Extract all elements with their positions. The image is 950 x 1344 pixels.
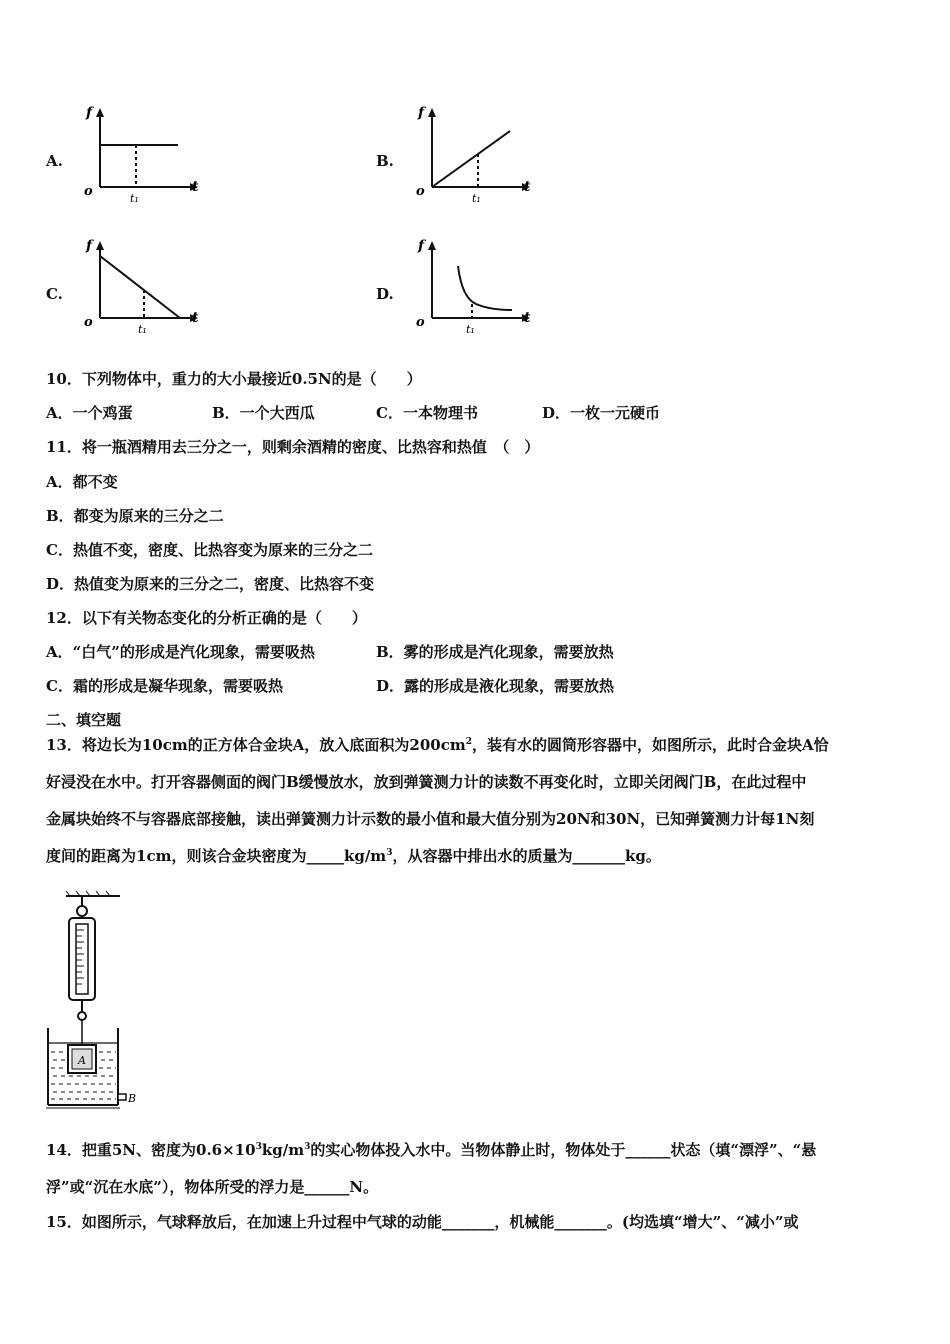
top-hook xyxy=(77,906,87,916)
curve xyxy=(458,266,512,310)
curve xyxy=(432,131,510,187)
svg-text:t₁: t₁ xyxy=(138,323,147,336)
svg-text:t: t xyxy=(524,179,531,195)
q13-line4: 度间的距离为1cm，则该合金块密度为$\_\_\_\_\_kg/m^3$，从容器中排出水的质量为_______kg。 xyxy=(46,847,661,865)
svg-text:t₁: t₁ xyxy=(472,192,481,205)
curve xyxy=(100,256,180,318)
option-b-label: B. xyxy=(376,152,394,170)
block-label: A xyxy=(78,1054,86,1067)
q12-stem: 12．以下有关物态变化的分析正确的是（ ） xyxy=(46,609,367,627)
q10-stem: 10．下列物体中，重力的大小最接近0.5N的是（ ） xyxy=(46,370,422,388)
q12-option-a: A．“白气”的形成是汽化现象，需要吸热 xyxy=(46,643,315,661)
q11-stem: 11．将一瓶酒精用去三分之一，则剩余酒精的密度、比热容和热值 （ ） xyxy=(46,438,540,456)
svg-text:o: o xyxy=(416,184,425,199)
q13-line2: 好浸没在水中。打开容器侧面的阀门B缓慢放水，放到弹簧测力计的读数不再变化时，立即关闭阀门B，在此过程中 xyxy=(46,773,807,791)
x-label: t xyxy=(192,179,199,195)
q13-line3: 金属块始终不与容器底部接触，读出弹簧测力计示数的最小值和最大值分别为20N和30N，已知弹簧测力计每1N刻 xyxy=(46,810,815,828)
svg-text:f: f xyxy=(418,238,425,254)
graph-c xyxy=(80,238,200,338)
q15-line1: 15．如图所示，气球释放后，在加速上升过程中气球的动能_______，机械能_______。(均选填“增大”、“减小”或 xyxy=(46,1213,799,1231)
q14-line2: 浮”或“沉在水底”），物体所受的浮力是______N。 xyxy=(46,1178,379,1196)
svg-text:t₁: t₁ xyxy=(466,323,475,336)
option-a-label: A. xyxy=(46,152,63,170)
svg-text:t: t xyxy=(192,310,199,326)
svg-text:f: f xyxy=(86,238,93,254)
y-label: f xyxy=(86,105,93,121)
svg-text:o: o xyxy=(84,315,93,330)
valve-label: B xyxy=(128,1092,137,1105)
q11-option-d: D．热值变为原来的三分之二，密度、比热容不变 xyxy=(46,575,375,593)
q12-option-c: C．霜的形成是凝华现象，需要吸热 xyxy=(46,677,283,695)
q11-option-c: C．热值不变，密度、比热容变为原来的三分之二 xyxy=(46,541,373,559)
section-heading: 二、填空题 xyxy=(46,711,122,729)
option-c-label: C. xyxy=(46,285,63,303)
spring-scale-figure xyxy=(40,890,150,1115)
svg-text:t: t xyxy=(524,310,531,326)
q12-option-b: B．雾的形成是汽化现象，需要放热 xyxy=(376,643,614,661)
svg-text:o: o xyxy=(416,315,425,330)
q10-option-a: A．一个鸡蛋 xyxy=(46,404,133,422)
graph-d xyxy=(410,238,535,338)
graph-b xyxy=(410,105,535,205)
q10-option-b: B．一个大西瓜 xyxy=(212,404,315,422)
q10-option-d: D．一枚一元硬币 xyxy=(542,404,661,422)
y-arrow xyxy=(96,108,104,117)
svg-text:f: f xyxy=(418,105,425,121)
t1-label: t₁ xyxy=(130,192,139,205)
q12-option-d: D．露的形成是液化现象，需要放热 xyxy=(376,677,615,695)
q13-line1: 13．将边长为10cm的正方体合金块A，放入底面积为$200cm^2$，装有水的圆筒形容器中，如图所示，此时合金块A恰 xyxy=(46,736,829,754)
option-d-label: D. xyxy=(376,285,394,303)
graph-a xyxy=(80,105,200,205)
q14-line1: 14．把重5N、密度为$0.6\times 10^3kg/m^3$的实心物体投入水中。当物体静止时，物体处于______状态（填“漂浮”、“悬 xyxy=(46,1141,817,1159)
q10-option-c: C．一本物理书 xyxy=(376,404,478,422)
origin-label: o xyxy=(84,184,93,199)
valve xyxy=(118,1094,126,1100)
q11-option-a: A．都不变 xyxy=(46,473,118,491)
q11-option-b: B．都变为原来的三分之二 xyxy=(46,507,224,525)
